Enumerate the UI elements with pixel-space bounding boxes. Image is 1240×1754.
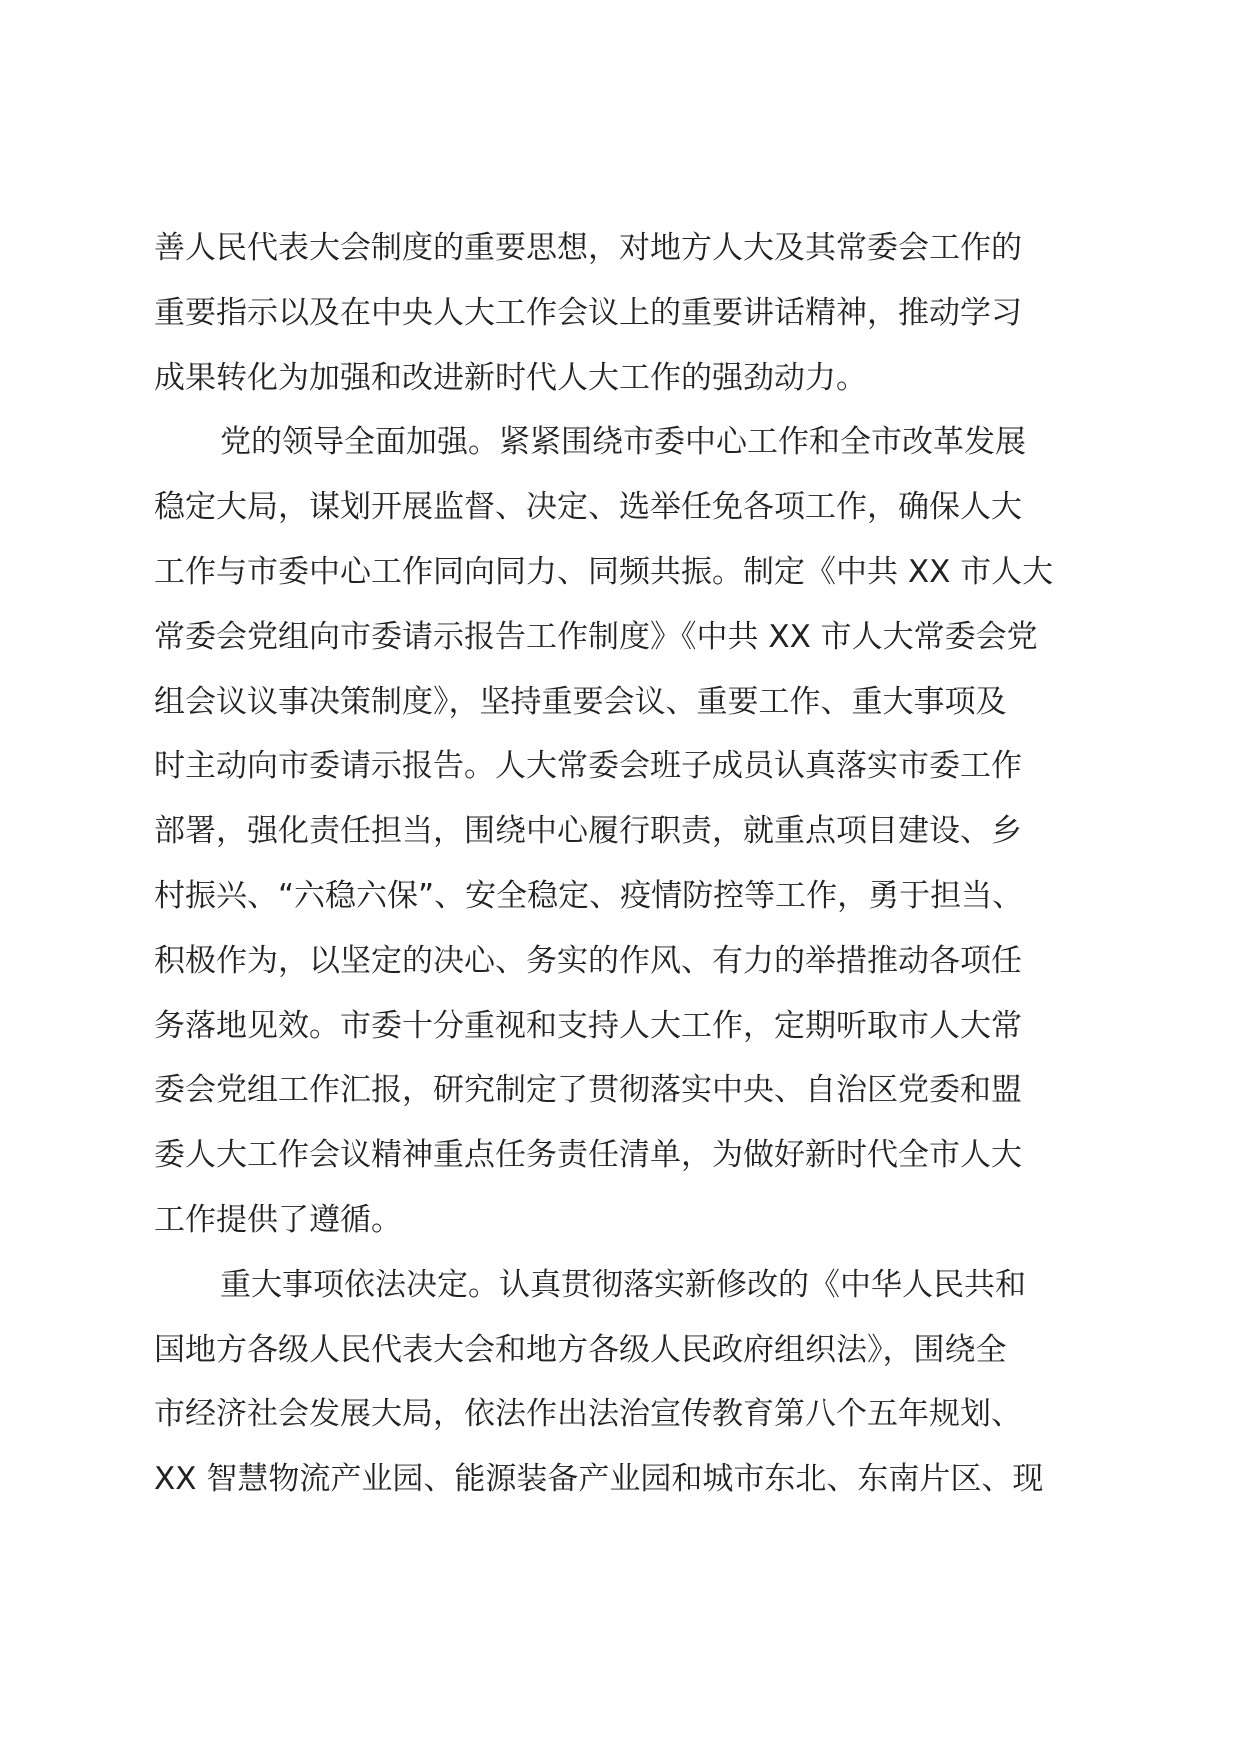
text-line: 重大事项依法决定。认真贯彻落实新修改的《中华人民共和 bbox=[220, 1266, 1026, 1303]
text-line: 常委会党组向市委请示报告工作制度》《中共 XX 市人大常委会党 bbox=[154, 618, 1038, 655]
text-line: 重要指示以及在中央人大工作会议上的重要讲话精神，推动学习 bbox=[154, 294, 1022, 331]
text-line: 组会议议事决策制度》，坚持重要会议、重要工作、重大事项及 bbox=[154, 683, 1007, 720]
document-body bbox=[154, 216, 1094, 1512]
text-line: 务落地见效。市委十分重视和支持人大工作，定期听取市人大常 bbox=[154, 1007, 1022, 1044]
text-line: 工作与市委中心工作同向同力、同频共振。制定《中共 XX 市人大 bbox=[154, 553, 1054, 590]
text-line: 委人大工作会议精神重点任务责任清单，为做好新时代全市人大 bbox=[154, 1137, 1022, 1174]
text-line: 村振兴、“六稳六保”、安全稳定、疫情防控等工作，勇于担当、 bbox=[154, 877, 1024, 914]
text-line: 工作提供了遵循。 bbox=[154, 1201, 402, 1238]
text-line: 部署，强化责任担当，围绕中心履行职责，就重点项目建设、乡 bbox=[154, 813, 1022, 850]
text-line: 国地方各级人民代表大会和地方各级人民政府组织法》，围绕全 bbox=[154, 1331, 1007, 1368]
text-line: 时主动向市委请示报告。人大常委会班子成员认真落实市委工作 bbox=[154, 748, 1022, 785]
text-line: 稳定大局，谋划开展监督、决定、选举任免各项工作，确保人大 bbox=[154, 489, 1022, 526]
text-line: 成果转化为加强和改进新时代人大工作的强劲动力。 bbox=[154, 359, 867, 396]
text-line: 善人民代表大会制度的重要思想，对地方人大及其常委会工作的 bbox=[154, 230, 1022, 266]
text-line: 党的领导全面加强。紧紧围绕市委中心工作和全市改革发展 bbox=[220, 424, 1026, 461]
text-line: XX 智慧物流产业园、能源装备产业园和城市东北、东南片区、现 bbox=[154, 1461, 1044, 1498]
text-line: 市经济社会发展大局，依法作出法治宣传教育第八个五年规划、 bbox=[154, 1396, 1022, 1433]
text-line: 委会党组工作汇报，研究制定了贯彻落实中央、自治区党委和盟 bbox=[154, 1072, 1022, 1109]
text-line: 积极作为，以坚定的决心、务实的作风、有力的举措推动各项任 bbox=[154, 942, 1022, 979]
